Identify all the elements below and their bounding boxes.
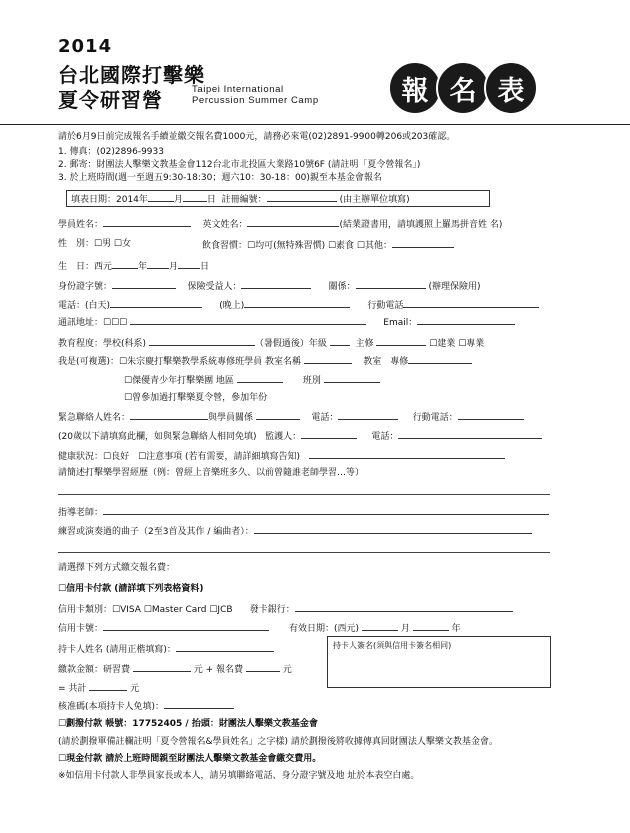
birth-month-label: 月: [169, 262, 179, 272]
fill-date-label: 填表日期：2014年: [71, 195, 148, 205]
total-row: [58, 681, 139, 695]
form-badge: [388, 61, 532, 115]
option-past-camp[interactable]: ☐曾參加過打擊樂夏令營，參加年份: [124, 393, 268, 403]
phone-day-field[interactable]: [110, 298, 202, 308]
transfer-option[interactable]: ☐劃撥付款 帳號：17752405 / 抬頭：財團法人擊樂文教基金會: [58, 719, 318, 729]
expiry-year-label: 年: [451, 624, 461, 634]
phone-night-field[interactable]: [244, 298, 350, 308]
emergency-mobile-field[interactable]: [458, 410, 524, 420]
phone-night-label: (晚上): [219, 301, 245, 311]
health-notes-field[interactable]: [309, 449, 505, 459]
address-field[interactable]: [130, 315, 366, 325]
emergency-relation-label: 與學員關係: [208, 413, 254, 423]
amount-label: 繳款金額：研習費: [58, 665, 131, 675]
total-unit-label: 元: [130, 684, 140, 694]
education-row: [58, 336, 484, 350]
fill-day-field[interactable]: [183, 192, 207, 202]
diet-other-field[interactable]: [392, 238, 454, 248]
expiry-label: 有效日期：(西元): [289, 624, 360, 634]
holder-field[interactable]: [176, 642, 274, 652]
birth-day-label: 日: [200, 262, 210, 272]
teacher-row: [58, 505, 549, 519]
emergency-relation-field[interactable]: [256, 410, 300, 420]
relation-label: 關係：: [328, 282, 356, 292]
payment-title: 請選擇下列方式繳交報名費：: [58, 563, 176, 573]
name-en-label: 英文姓名：: [202, 220, 248, 230]
option-past-camp-row: [124, 392, 267, 404]
emergency-mobile-label: 行動電話：: [412, 413, 458, 423]
phone-day-label: 電話：(白天): [58, 301, 111, 311]
fill-day-label: 日: [206, 195, 216, 205]
region-field[interactable]: [237, 373, 283, 383]
expiry-month-field[interactable]: [362, 621, 398, 631]
header-english-title: [192, 84, 319, 106]
header-english-line1: Taipei International: [192, 84, 284, 95]
card-type-options[interactable]: 信用卡類別：☐VISA ☐Master Card ☐JCB: [58, 605, 233, 615]
guardian-label: 監護人：: [265, 432, 302, 442]
amount-row: [58, 662, 292, 676]
grade-field[interactable]: [330, 336, 350, 346]
name-row: [58, 217, 502, 231]
email-field[interactable]: [417, 315, 515, 325]
beneficiary-label: 保險受益人：: [187, 282, 242, 292]
reg-number-label: 註冊編號：: [221, 195, 267, 205]
name-cn-field[interactable]: [103, 217, 191, 227]
reg-fee-field[interactable]: [246, 662, 280, 672]
id-field[interactable]: [112, 279, 176, 289]
under20-note: (20歲以下請填寫此欄，如與緊急聯絡人相同免填): [58, 432, 257, 442]
class-field[interactable]: [324, 373, 380, 383]
guardian-row: [58, 429, 542, 443]
intro-method-visit: 3. 於上班時間(週一至週五9:30-18:30；週六10：30-18：00)親至本基金會報名: [58, 173, 382, 183]
card-number-field[interactable]: [103, 621, 269, 631]
reg-number-field[interactable]: [267, 192, 337, 202]
guardian-field[interactable]: [301, 429, 357, 439]
pieces-field[interactable]: [254, 524, 532, 534]
approval-field[interactable]: [164, 699, 234, 709]
card-number-row: [58, 621, 461, 635]
iam-row: [58, 354, 472, 368]
class-label: 班別: [302, 376, 321, 386]
header-title-line2: 夏令研習營: [58, 88, 163, 112]
intro-method-mail: 2. 郵寄：財團法人擊樂文教基金會112台北市北投區大業路10號6F (請註明「夏令營報名」): [58, 160, 421, 170]
badge-char-1: 報: [388, 61, 442, 115]
birth-day-field[interactable]: [178, 259, 200, 269]
header-year: 2014: [58, 36, 113, 57]
name-cn-label: 學員姓名：: [58, 220, 104, 230]
total-field[interactable]: [89, 681, 127, 691]
approval-row: [58, 699, 234, 713]
card-option[interactable]: ☐信用卡付款 (請詳填下列表格資料): [58, 584, 204, 594]
fill-date-row: [71, 192, 410, 206]
birth-month-field[interactable]: [147, 259, 169, 269]
name-en-note: (結業證書用，請填護照上羅馬拼音姓 名): [339, 220, 503, 230]
pieces-line[interactable]: [58, 552, 550, 553]
health-options[interactable]: 健康狀況：☐良好 ☐注意事項 (若有需要，請詳細填寫告知): [58, 452, 301, 462]
birth-year-field[interactable]: [112, 259, 138, 269]
education-type-options[interactable]: ☐建業 ☐專業: [429, 339, 485, 349]
card-type-row: [58, 602, 513, 616]
school-field[interactable]: [149, 336, 255, 346]
education-label: 教育程度：學校(科系): [58, 339, 147, 349]
major-label: 主修: [355, 339, 374, 349]
relation-field[interactable]: [356, 279, 426, 289]
fill-box-note: (由主辦單位填寫): [339, 195, 410, 205]
mobile-label: 行動電話: [367, 301, 404, 311]
classroom-name-field[interactable]: [304, 354, 352, 364]
diet-row: [202, 238, 454, 252]
fill-month-label: 月: [173, 195, 183, 205]
intro-main: 請於6月9日前完成報名手續並繳交報名費1000元，請務必來電(02)2891-9900轉206或203確認。: [58, 132, 456, 142]
address-row: [58, 315, 515, 329]
cash-option[interactable]: ☐現金付款 請於上班時間親至財團法人擊樂文教基金會繳交費用。: [58, 754, 322, 764]
emergency-row: [58, 410, 524, 424]
emergency-phone-label: 電話：: [311, 413, 339, 423]
fill-month-field[interactable]: [148, 192, 174, 202]
gender-options[interactable]: 性 別：☐男 ☐女: [58, 239, 131, 249]
approval-label: 核准碼(本項持卡人免填)：: [58, 702, 165, 712]
guardian-phone-field[interactable]: [398, 429, 542, 439]
birth-row: [58, 259, 209, 273]
amount-unit-label: 元: [282, 665, 292, 675]
header-english-line2: Percussion Summer Camp: [192, 95, 319, 106]
birth-label: 生 日：西元: [58, 262, 113, 272]
classroom-major-label: 教室 專修: [363, 357, 409, 367]
holder-row: [58, 642, 274, 656]
total-label: = 共計: [58, 684, 87, 694]
guardian-phone-label: 電話：: [371, 432, 399, 442]
id-label: 身份證字號：: [58, 282, 113, 292]
relation-note: (辦理保險用): [428, 282, 481, 292]
header-divider: [0, 124, 630, 125]
badge-char-3: 表: [484, 61, 538, 115]
tuition-field[interactable]: [133, 662, 191, 672]
health-row: [58, 449, 505, 463]
expiry-year-field[interactable]: [413, 621, 449, 631]
card-number-label: 信用卡號：: [58, 624, 104, 634]
gender-row: [58, 238, 131, 250]
phone-row: [58, 298, 539, 312]
badge-char-2: 名: [436, 61, 490, 115]
mobile-field[interactable]: [403, 298, 539, 308]
id-row: [58, 279, 481, 293]
beneficiary-field[interactable]: [241, 279, 311, 289]
experience-label: 請簡述打擊樂學習經歷（例：曾經上音樂班多久、以前曾隨誰老師學習…等）: [58, 468, 365, 478]
pieces-row: [58, 524, 532, 538]
emergency-name-field[interactable]: [130, 410, 208, 420]
experience-line[interactable]: [58, 494, 550, 495]
bank-field[interactable]: [295, 602, 513, 612]
name-en-field[interactable]: [247, 217, 339, 227]
grade-label: （暑假過後）年級: [254, 339, 327, 349]
transfer-note: (請於劃撥單備註欄註明「夏令營報名&學員姓名」之字樣) 請於劃撥後將收據傳真回財團法人擊樂文教基金會。: [58, 737, 498, 747]
major-field[interactable]: [376, 336, 426, 346]
teacher-label: 指導老師：: [58, 508, 104, 518]
teacher-field[interactable]: [103, 505, 549, 515]
bank-label: 發卡銀行：: [249, 605, 295, 615]
header-title-line1: 台北國際打擊樂: [58, 63, 205, 87]
iam-label: 我是(可複選)：: [58, 357, 120, 367]
amount-plus-label: 元 + 報名費: [193, 665, 244, 675]
diet-options[interactable]: 飲食習慣：☐均可(無特殊習慣) ☐素食 ☐其他：: [202, 241, 392, 251]
emergency-name-label: 緊急聯絡人姓名：: [58, 413, 131, 423]
address-label: 通訊地址：☐☐☐: [58, 318, 128, 328]
option-jcs-student[interactable]: ☐朱宗慶打擊樂教學系統專修班學員 教室名稱: [119, 357, 301, 367]
classroom-major-field[interactable]: [408, 354, 472, 364]
signature-label: 持卡人簽名(須與信用卡簽名相同): [333, 641, 452, 650]
email-label: Email：: [383, 318, 418, 328]
holder-label: 持卡人姓名 (請用正楷填寫)：: [58, 645, 176, 655]
birth-year-label: 年: [138, 262, 148, 272]
option-youth-band-row: [124, 373, 380, 387]
expiry-month-label: 月: [400, 624, 410, 634]
intro-method-fax: 1. 傳真：(02)2896-9933: [58, 147, 164, 157]
payer-note: ※如信用卡付款人非學員家長或本人，請另填聯絡電話、身分證字號及地 址於本表空白處。: [58, 771, 420, 781]
emergency-phone-field[interactable]: [338, 410, 398, 420]
option-youth-band[interactable]: ☐傑優青少年打擊樂團 地區: [124, 376, 234, 386]
pieces-label: 練習或演奏過的曲子（2至3首及其作 / 編曲者）：: [58, 527, 254, 537]
